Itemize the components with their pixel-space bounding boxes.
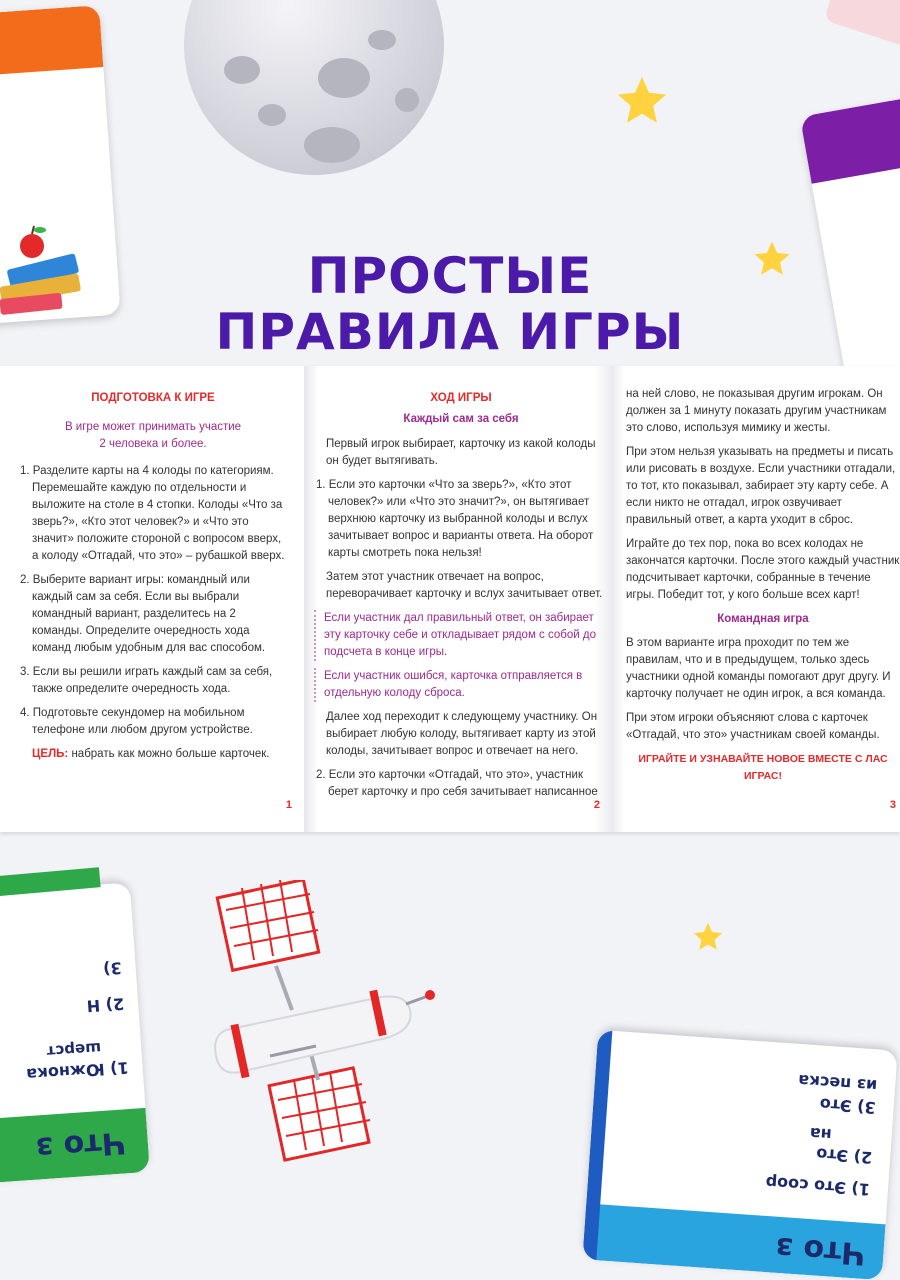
card-edge-top-right	[824, 0, 900, 57]
card-option: 1) Южнока	[25, 1057, 130, 1085]
card-option: 2) Это	[815, 1144, 873, 1168]
intro-text: В игре может принимать участие	[64, 421, 242, 433]
moon-illustration	[182, 0, 446, 180]
card-label: Что з	[774, 1229, 867, 1271]
page-number: 1	[285, 799, 292, 811]
rules-booklet	[0, 366, 900, 832]
panel-subheading: Каждый сам за себя	[403, 413, 519, 425]
star-icon	[612, 72, 672, 130]
star-icon	[690, 920, 726, 954]
card-option: 3)	[102, 958, 123, 979]
highlight-note: Если участник ошибся, карточка отправляется в отдельную колоду сброса.	[314, 668, 608, 702]
paragraph: При этом игроки объясняют слова с карточек «Отгадай, что это» участникам своей команды.	[626, 712, 880, 741]
rule-item: 2. Если это карточки «Отгадай, что это», участник берет карточку и про себя зачитывает написанное	[316, 769, 598, 798]
panel-subheading: Командная игра	[717, 613, 809, 625]
intro-text: 2 человека и более.	[99, 438, 207, 450]
page-number: 2	[593, 799, 600, 811]
paragraph: Первый игрок выбирает, карточку из какой колоды он будет вытягивать.	[326, 438, 596, 467]
paragraph: В этом варианте игра проходит по тем же правилам, что и в предыдущем, только здесь участники одной команды помогают друг другу. И карточку получает не один игрок, а вся команда.	[626, 637, 891, 700]
card-option: 2) Н	[86, 994, 125, 1016]
card-bottom-left	[0, 882, 150, 1183]
card-color-band	[0, 5, 103, 77]
paragraph: Играйте до тех пор, пока во всех колодах не закончатся карточки. После этого каждый участник подсчитывает карточки, собранные в течение игры. Победит тот, у кого больше всех карт!	[626, 538, 900, 601]
highlight-note: Если участник дал правильный ответ, он забирает эту карточку себе и откладывает рядом с собой до подсчета в конце игры.	[314, 610, 608, 661]
rules-panel-1	[0, 366, 304, 832]
rule-item: 3. Если вы решили играть каждый сам за себя, также определите очередность хода.	[20, 666, 273, 695]
card-option: из песка	[797, 1070, 878, 1096]
closing-slogan: ИГРАЙТЕ И УЗНАВАЙТЕ НОВОЕ ВМЕСТЕ С ЛАС ИГРАС!	[638, 753, 888, 782]
satellite-illustration	[206, 880, 446, 1180]
rules-panel-3	[612, 366, 900, 832]
panel-heading: ПОДГОТОВКА К ИГРЕ	[91, 392, 215, 404]
page-title	[0, 248, 900, 360]
rule-item: 2. Выберите вариант игры: командный или каждый сам за себя. Если вы выбрали командный вариант, разделитесь на 2 команды. Определите очередность хода команд любым удобным для вас способом.	[20, 574, 266, 654]
paragraph: на ней слово, не показывая другим игрокам. Он должен за 1 минуту показать другим участникам это слово, используя мимику и жесты.	[626, 388, 887, 434]
rules-panel-2	[304, 366, 612, 832]
goal-text	[18, 746, 288, 763]
card-option: 1) Это соор	[764, 1172, 871, 1200]
card-label: Что з	[34, 1124, 127, 1166]
card-option: на	[809, 1123, 833, 1145]
card-bottom-right	[582, 1030, 897, 1280]
goal-value: набрать как можно больше карточек.	[68, 748, 270, 760]
paragraph: Далее ход переходит к следующему участнику. Он выбирает любую колоду, вытягивает карту из этой колоды, зачитывает вопрос и отвечает на него.	[326, 711, 598, 757]
rule-item: 4. Подготовьте секундомер на мобильном телефоне или любом другом устройстве.	[20, 707, 253, 736]
page-number: 3	[889, 799, 896, 811]
paragraph: При этом нельзя указывать на предметы и писать или рисовать в воздухе. Если участники отгадали, то тот, кто показывал, забирает эту карту себе. А если никто не отгадал, игрок озвучивает правильный ответ, а карта уходит в сброс.	[626, 446, 896, 526]
rule-item: 1. Если это карточки «Что за зверь?», «Кто этот человек?» или «Что это значит?», он вытягивает верхнюю карточку из выбранной колоды и вслух зачитывает вопрос и варианты ответа. На оборот карты смотреть пока нельзя!	[316, 479, 594, 559]
title-line-1: ПРОСТЫЕ	[307, 247, 593, 305]
panel-heading: ХОД ИГРЫ	[430, 392, 492, 404]
title-line-2: ПРАВИЛА ИГРЫ	[215, 303, 685, 361]
card-option: шерст	[46, 1038, 102, 1061]
card-color-band	[800, 87, 900, 183]
paragraph: Затем этот участник отвечает на вопрос, переворачивает карточку и вслух зачитывает ответ.	[326, 571, 603, 600]
rule-item: 1. Разделите карты на 4 колоды по категориям. Перемешайте каждую по отдельности и выложите на столе в 4 стопки. Колоды «Что за зверь?», «Кто этот человек?» и «Что это значит» положите стороной с вопросом вверх, а колоду «Отгадай, что это» – рубашкой вверх.	[20, 465, 285, 562]
card-option: 3) Это	[819, 1094, 877, 1118]
goal-label: ЦЕЛЬ:	[32, 748, 69, 760]
